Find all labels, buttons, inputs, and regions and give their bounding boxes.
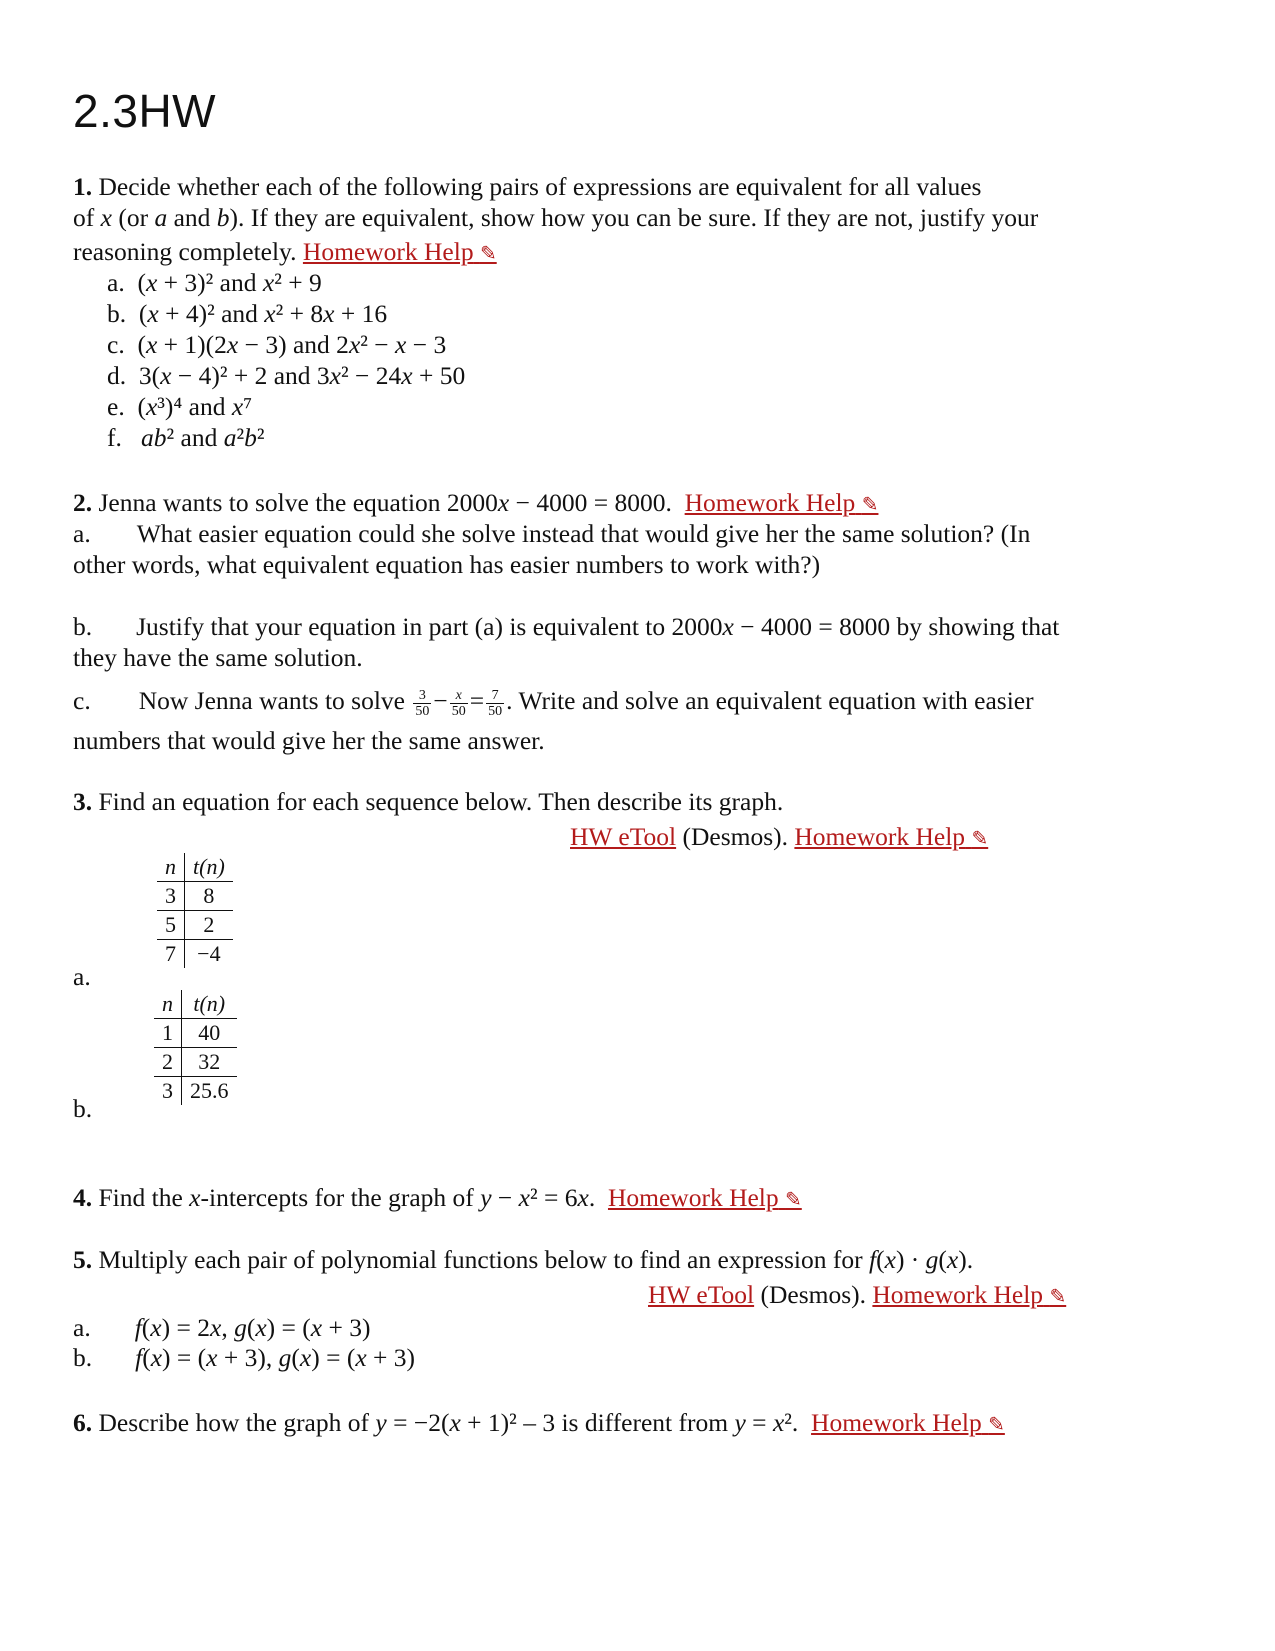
fraction-7-50: $\frac{7}{50}$	[488, 687, 503, 719]
q2a-line2: other words, what equivalent equation has easier numbers to work with?)	[73, 550, 821, 579]
q2-stem: 2. Jenna wants to solve the equation 2000x − 4000 = 8000. Homework Help ✎	[73, 488, 879, 517]
q5-etool-link[interactable]: HW eTool	[648, 1280, 755, 1309]
fraction-3-50: $\frac{3}{50}$	[415, 687, 430, 719]
q1-line2: of x (or a and b). If they are equivalent, show how you can be sure. If they are not, justify your	[73, 203, 1039, 232]
q6-text: 6. Describe how the graph of y = −2(x + 1)² – 3 is different from y = x². Homework Help ✎	[73, 1408, 1005, 1437]
q1-item-e: e. (x³)⁴ and x⁷	[107, 392, 253, 421]
q6-homework-help-link[interactable]: Homework Help ✎	[811, 1408, 1005, 1437]
pencil-icon: ✎	[988, 1414, 1005, 1436]
pencil-icon: ✎	[1049, 1286, 1067, 1308]
q3-stem: 3. Find an equation for each sequence below. Then describe its graph.	[73, 787, 784, 816]
q3a-label: a.	[73, 962, 91, 991]
q5-item-a: a. f(x) = 2x, g(x) = (x + 3)	[73, 1313, 371, 1342]
q5-homework-help-link[interactable]: Homework Help ✎	[872, 1280, 1067, 1309]
q2-number: 2.	[73, 488, 93, 517]
q1-item-f: f. ab² and a²b²	[107, 423, 265, 452]
q3-homework-help-link[interactable]: Homework Help ✎	[794, 822, 989, 851]
q3-links: HW eTool (Desmos). Homework Help ✎	[570, 822, 989, 851]
q3-number: 3.	[73, 787, 93, 816]
pencil-icon: ✎	[479, 243, 497, 265]
pencil-icon: ✎	[971, 828, 989, 850]
pencil-icon: ✎	[785, 1189, 802, 1211]
q1-homework-help-link[interactable]: Homework Help ✎	[302, 237, 497, 266]
q3b-label: b.	[73, 1094, 93, 1123]
q2b-line2: they have the same solution.	[73, 643, 363, 672]
q2c-line2: numbers that would give her the same answer.	[73, 726, 545, 755]
q4-text: 4. Find the x-intercepts for the graph of y − x² = 6x. Homework Help ✎	[73, 1183, 802, 1212]
sequence-table-a: n t(n) 3 8 5 2 7 −4	[157, 853, 233, 968]
q4-number: 4.	[73, 1183, 93, 1212]
q5-item-b: b. f(x) = (x + 3), g(x) = (x + 3)	[73, 1343, 416, 1372]
q1-item-b: b. (x + 4)² and x² + 8x + 16	[107, 299, 388, 328]
page-title: 2.3HW	[73, 85, 217, 137]
q1-line1: 1. Decide whether each of the following pairs of expressions are equivalent for all values	[73, 172, 982, 201]
q2-homework-help-link[interactable]: Homework Help ✎	[684, 488, 879, 517]
q5-number: 5.	[73, 1245, 93, 1274]
q6-number: 6.	[73, 1408, 93, 1437]
q2a-line1: a. What easier equation could she solve instead that would give her the same solution? (In	[73, 519, 1031, 548]
q1-item-d: d. 3(x − 4)² + 2 and 3x² − 24x + 50	[107, 361, 466, 390]
q1-number: 1.	[73, 172, 93, 201]
q3-etool-link[interactable]: HW eTool	[570, 822, 677, 851]
q1-line3: reasoning completely. Homework Help ✎	[73, 237, 497, 266]
q2b-line1: b. Justify that your equation in part (a) is equivalent to 2000x − 4000 = 8000 by showing that	[73, 612, 1060, 641]
q4-homework-help-link[interactable]: Homework Help ✎	[607, 1183, 802, 1212]
sequence-table-b: n t(n) 1 40 2 32 3 25.6	[154, 990, 237, 1105]
q2c-line1: c. Now Jenna wants to solve $\frac{3}{50}$ − $\frac{x}{50}$ = $\frac{7}{50}$ . Write and solve an equivalent equation with easier	[73, 686, 1034, 719]
q1-item-a: a. (x + 3)² and x² + 9	[107, 268, 322, 297]
q5-stem: 5. Multiply each pair of polynomial functions below to find an expression for f(x) · g(x).	[73, 1245, 974, 1274]
pencil-icon: ✎	[861, 494, 879, 516]
fraction-x-50: $\frac{x}{50}$	[451, 687, 466, 719]
q1-item-c: c. (x + 1)(2x − 3) and 2x² − x − 3	[107, 330, 447, 359]
q5-links: HW eTool (Desmos). Homework Help ✎	[648, 1280, 1067, 1309]
